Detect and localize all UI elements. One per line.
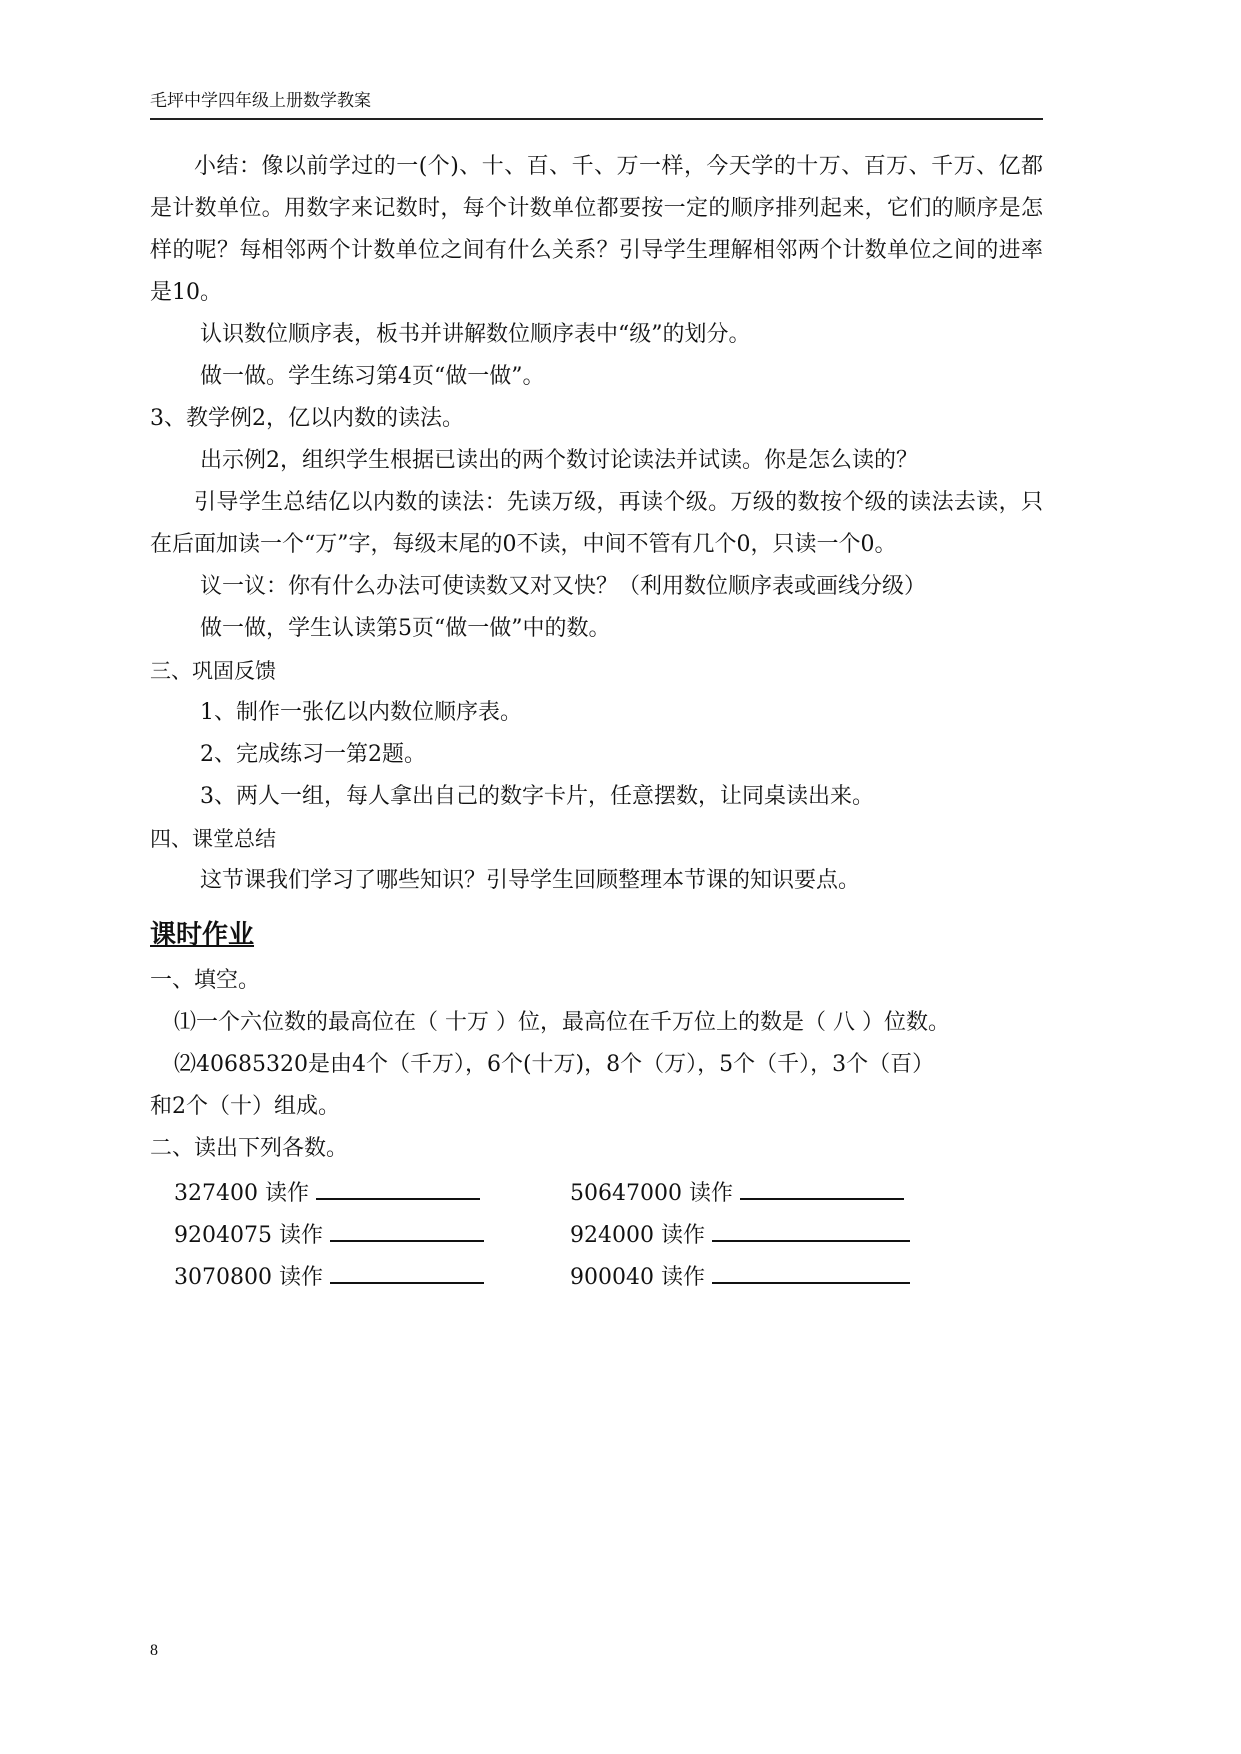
reading-number: 327400 [174,1181,258,1206]
page-header [150,86,1043,120]
reading-suffix: 读作 [660,1223,705,1248]
section-3-item: 1、制作一张亿以内数位顺序表。 [200,700,522,725]
table-line: 认识数位顺序表，板书并讲解数位顺序表中“级”的划分。 [200,322,751,347]
page-number: 8 [150,1642,158,1659]
reading-number: 50647000 [570,1181,682,1206]
reading-suffix: 读作 [278,1223,323,1248]
reading-suffix: 读作 [660,1265,705,1290]
section-3-item: 3、两人一组，每人拿出自己的数字卡片，任意摆数，让同桌读出来。 [200,784,874,809]
header-title: 毛坪中学四年级上册数学教案 [150,91,371,111]
reading-rule-paragraph: 引导学生总结亿以内数的读法：先读万级，再读个级。万级的数按个级的读法去读，只在后面加读一个“万”字，每级末尾的0不读，中间不管有几个0，只读一个0。 [150,490,1043,557]
answer-blank[interactable] [712,1212,910,1242]
homework-part-2-title: 二、读出下列各数。 [150,1136,349,1161]
section-3-title: 三、巩固反馈 [150,659,276,683]
reading-suffix: 读作 [264,1181,309,1206]
reading-item [174,1170,480,1212]
reading-number: 3070800 [174,1265,272,1290]
reading-item [174,1212,484,1254]
answer-blank[interactable] [316,1170,480,1200]
document-body [150,146,1043,1296]
question-2-line-1: ⑵40685320是由4个（千万），6个(十万)，8个（万），5个（千），3个（百） [174,1052,935,1077]
reading-item [570,1170,904,1212]
reading-exercise-grid [150,1170,1043,1296]
reading-item [570,1254,910,1296]
discuss-line: 议一议：你有什么办法可使读数又对又快？（利用数位顺序表或画线分级） [200,574,927,599]
homework-title: 课时作业 [150,920,255,950]
reading-item [570,1212,910,1254]
homework-part-1-title: 一、填空。 [150,968,261,993]
section-3-item: 2、完成练习一第2题。 [200,742,426,767]
question-1: ⑴一个六位数的最高位在（ 十万 ）位，最高位在千万位上的数是（ 八 ）位数。 [174,1010,950,1035]
question-2-line-2: 和2个（十）组成。 [150,1094,340,1119]
practice-line-1: 做一做。学生练习第4页“做一做”。 [200,364,545,389]
section-4-text: 这节课我们学习了哪些知识？引导学生回顾整理本节课的知识要点。 [200,868,861,893]
reading-item [174,1254,484,1296]
reading-suffix: 读作 [688,1181,733,1206]
section-4-title: 四、课堂总结 [150,827,276,851]
item-3-heading: 3、教学例2，亿以内数的读法。 [150,406,464,431]
answer-blank[interactable] [740,1170,904,1200]
reading-number: 924000 [570,1223,654,1248]
answer-blank[interactable] [330,1254,484,1284]
reading-number: 9204075 [174,1223,272,1248]
practice-line-2: 做一做，学生认读第5页“做一做”中的数。 [200,616,611,641]
example2-line: 出示例2，组织学生根据已读出的两个数讨论读法并试读。你是怎么读的？ [200,448,918,473]
reading-suffix: 读作 [278,1265,323,1290]
summary-paragraph: 小结：像以前学过的一(个)、十、百、千、万一样，今天学的十万、百万、千万、亿都是计数单位。用数字来记数时，每个计数单位都要按一定的顺序排列起来，它们的顺序是怎样的呢？每相邻两个计数单位之间有什么关系？引导学生理解相邻两个计数单位之间的进率是10。 [150,154,1043,305]
answer-blank[interactable] [712,1254,910,1284]
reading-number: 900040 [570,1265,654,1290]
answer-blank[interactable] [330,1212,484,1242]
